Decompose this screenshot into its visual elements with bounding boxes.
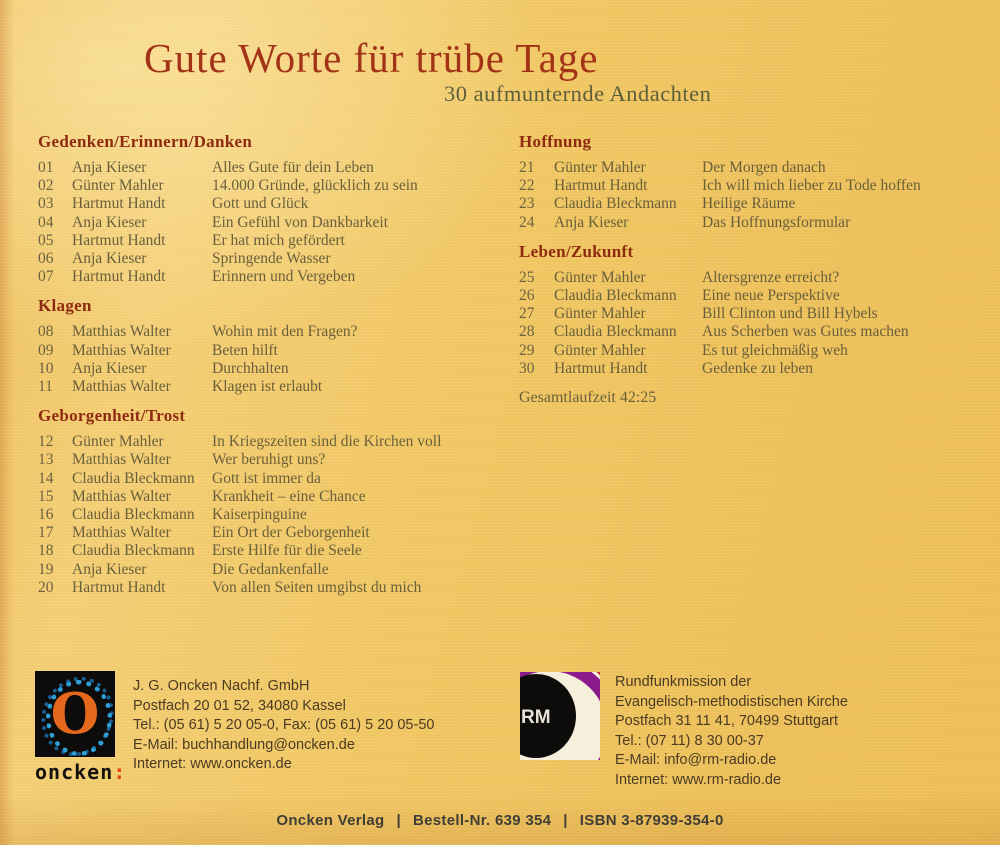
address-line: Rundfunkmission der <box>615 674 752 690</box>
section-heading: Gedenken/Erinnern/Danken <box>38 132 253 151</box>
track-title: Bill Clinton und Bill Hybels <box>702 305 878 323</box>
address-line: J. G. Oncken Nachf. GmbH <box>133 678 310 694</box>
track-title: Aus Scherben was Gutes machen <box>702 323 909 341</box>
track-row <box>519 305 987 323</box>
track-title: Gedenke zu leben <box>702 359 814 377</box>
address-line: Postfach 20 01 52, 34080 Kassel <box>133 697 346 714</box>
track-artist: Hartmut Handt <box>554 359 648 377</box>
track-title: Kaiserpinguine <box>212 506 307 524</box>
track-number: 05 <box>38 231 54 249</box>
tracklist-column-left <box>38 131 506 606</box>
track-artist: Matthias Walter <box>72 487 171 505</box>
track-title: Das Hoffnungsformular <box>702 213 851 231</box>
track-number: 01 <box>38 159 54 176</box>
track-row <box>519 214 987 232</box>
track-number: 22 <box>519 177 535 195</box>
track-row <box>38 470 506 488</box>
track-row <box>38 342 506 360</box>
rm-address-block <box>615 673 848 790</box>
track-title: Krankheit – eine Chance <box>212 487 366 505</box>
track-row <box>38 433 506 451</box>
track-artist: Hartmut Handt <box>72 578 166 596</box>
section-heading: Geborgenheit/Trost <box>38 406 186 426</box>
address-line: Tel.: (05 61) 5 20 05-0, Fax: (05 61) 5 20 05-50 <box>133 717 435 733</box>
album-subtitle: 30 aufmunternde Andachten <box>444 81 712 106</box>
rm-logo <box>520 672 600 760</box>
track-number: 14 <box>38 469 54 487</box>
track-row <box>519 342 987 360</box>
track-artist: Claudia Bleckmann <box>554 287 677 305</box>
track-artist: Matthias Walter <box>72 341 171 359</box>
track-number: 19 <box>38 560 54 578</box>
track-number: 21 <box>519 159 535 176</box>
track-title: Durchhalten <box>212 359 289 377</box>
track-number: 20 <box>38 578 54 596</box>
track-section <box>38 405 506 597</box>
order-number: Bestell-Nr. 639 354 <box>413 812 552 829</box>
track-number: 25 <box>519 268 535 286</box>
track-row <box>519 159 987 177</box>
tracklist-column-right <box>519 131 987 387</box>
track-artist: Anja Kieser <box>554 213 629 231</box>
track-title: Gott ist immer da <box>212 469 321 487</box>
publisher-name: Oncken Verlag <box>276 812 385 829</box>
track-number: 07 <box>38 268 54 286</box>
track-number: 24 <box>519 213 535 231</box>
track-row <box>38 159 506 177</box>
oncken-wordmark-colon: : <box>113 760 127 784</box>
track-artist: Günter Mahler <box>554 268 646 286</box>
track-number: 12 <box>38 433 54 451</box>
track-number: 26 <box>519 287 535 305</box>
track-artist: Matthias Walter <box>72 378 171 396</box>
track-artist: Claudia Bleckmann <box>554 323 677 341</box>
track-row <box>519 323 987 341</box>
section-heading: Hoffnung <box>519 132 592 151</box>
address-line: Postfach 31 11 41, 70499 Stuttgart <box>615 713 839 729</box>
track-row <box>38 323 506 341</box>
address-line: Evangelisch-methodistischen Kirche <box>615 693 848 710</box>
oncken-logo <box>35 671 127 784</box>
track-title: Altersgrenze erreicht? <box>702 268 840 286</box>
track-number: 03 <box>38 195 54 213</box>
track-title: Heilige Räume <box>702 195 796 213</box>
track-row <box>519 287 987 305</box>
section-heading: Klagen <box>38 296 92 316</box>
track-title: Beten hilft <box>212 341 278 359</box>
rm-logo-text: RM <box>521 707 551 728</box>
oncken-o-icon: O <box>50 681 100 747</box>
track-artist: Anja Kieser <box>72 560 147 578</box>
track-number: 30 <box>519 359 535 377</box>
oncken-address-block <box>133 677 434 775</box>
track-row <box>38 232 506 250</box>
track-section <box>38 295 506 396</box>
track-title: Er hat mich gefördert <box>212 231 345 249</box>
track-title: Springende Wasser <box>212 250 331 268</box>
track-artist: Günter Mahler <box>554 159 646 176</box>
track-artist: Günter Mahler <box>72 433 164 451</box>
catalog-bar <box>0 812 1000 829</box>
track-number: 18 <box>38 542 54 560</box>
track-row <box>38 214 506 232</box>
track-row <box>519 195 987 213</box>
track-row <box>38 360 506 378</box>
track-row <box>38 451 506 469</box>
isbn: ISBN 3-87939-354-0 <box>579 812 724 829</box>
track-row <box>38 177 506 195</box>
track-title: In Kriegszeiten sind die Kirchen voll <box>212 433 442 451</box>
track-artist: Hartmut Handt <box>72 231 166 249</box>
track-title: Eine neue Perspektive <box>702 287 840 305</box>
track-row <box>38 561 506 579</box>
track-title: Ich will mich lieber zu Tode hoffen <box>702 177 921 195</box>
track-artist: Günter Mahler <box>72 177 164 195</box>
track-artist: Claudia Bleckmann <box>72 469 195 487</box>
oncken-logo-square <box>35 671 115 757</box>
oncken-wordmark <box>35 760 127 784</box>
track-number: 13 <box>38 451 54 469</box>
track-section <box>519 241 987 378</box>
track-row <box>38 524 506 542</box>
track-number: 17 <box>38 524 54 542</box>
track-title: Es tut gleichmäßig weh <box>702 341 848 359</box>
track-row <box>38 506 506 524</box>
track-number: 06 <box>38 250 54 268</box>
track-row <box>38 378 506 396</box>
total-runtime: Gesamtlaufzeit 42:25 <box>519 389 657 406</box>
track-artist: Hartmut Handt <box>72 195 166 213</box>
track-number: 28 <box>519 323 535 341</box>
track-row <box>38 579 506 597</box>
track-row <box>38 542 506 560</box>
track-artist: Matthias Walter <box>72 451 171 469</box>
track-title: 14.000 Gründe, glücklich zu sein <box>212 177 418 195</box>
track-number: 04 <box>38 213 54 231</box>
track-title: Der Morgen danach <box>702 159 826 176</box>
track-title: Gott und Glück <box>212 195 309 213</box>
track-artist: Claudia Bleckmann <box>72 506 195 524</box>
address-line: Internet: www.rm-radio.de <box>615 771 782 788</box>
track-number: 23 <box>519 195 535 213</box>
track-title: Wohin mit den Fragen? <box>212 323 358 341</box>
track-title: Ein Gefühl von Dankbarkeit <box>212 213 389 231</box>
track-section <box>38 131 506 286</box>
separator: | <box>396 812 401 829</box>
track-number: 11 <box>38 378 53 396</box>
track-artist: Günter Mahler <box>554 341 646 359</box>
track-row <box>38 250 506 268</box>
track-number: 29 <box>519 341 535 359</box>
track-artist: Claudia Bleckmann <box>72 542 195 560</box>
track-number: 02 <box>38 177 54 195</box>
track-artist: Hartmut Handt <box>554 177 648 195</box>
track-section <box>519 131 987 232</box>
track-title: Klagen ist erlaubt <box>212 378 323 396</box>
track-number: 09 <box>38 341 54 359</box>
track-title: Von allen Seiten umgibst du mich <box>212 578 422 596</box>
track-row <box>519 360 987 378</box>
address-line: Tel.: (07 11) 8 30 00-37 <box>615 732 764 749</box>
track-title: Erinnern und Vergeben <box>212 268 356 286</box>
track-artist: Matthias Walter <box>72 524 171 542</box>
track-title: Wer beruhigt uns? <box>212 451 326 469</box>
track-row <box>38 195 506 213</box>
separator: | <box>563 812 568 829</box>
oncken-wordmark-text: oncken <box>35 760 114 784</box>
section-heading: Leben/Zukunft <box>519 241 634 261</box>
track-number: 10 <box>38 359 54 377</box>
track-artist: Anja Kieser <box>72 359 147 377</box>
address-line: Internet: www.oncken.de <box>133 756 292 772</box>
track-artist: Claudia Bleckmann <box>554 195 677 213</box>
track-row <box>519 177 987 195</box>
track-artist: Anja Kieser <box>72 213 147 231</box>
track-number: 16 <box>38 506 54 524</box>
track-row <box>38 268 506 286</box>
track-title: Ein Ort der Geborgenheit <box>212 524 370 542</box>
track-artist: Hartmut Handt <box>72 268 166 286</box>
track-row <box>38 488 506 506</box>
track-artist: Matthias Walter <box>72 323 171 341</box>
track-title: Erste Hilfe für die Seele <box>212 542 362 560</box>
address-line: E-Mail: info@rm-radio.de <box>615 752 777 768</box>
track-artist: Anja Kieser <box>72 159 147 176</box>
track-artist: Günter Mahler <box>554 305 646 323</box>
track-number: 08 <box>38 323 54 341</box>
track-title: Alles Gute für dein Leben <box>212 159 374 176</box>
address-line: E-Mail: buchhandlung@oncken.de <box>133 736 355 753</box>
track-number: 27 <box>519 305 535 323</box>
album-title: Gute Worte für trübe Tage <box>144 35 599 81</box>
track-number: 15 <box>38 487 54 505</box>
track-title: Die Gedankenfalle <box>212 560 329 578</box>
track-artist: Anja Kieser <box>72 250 147 268</box>
track-row <box>519 269 987 287</box>
